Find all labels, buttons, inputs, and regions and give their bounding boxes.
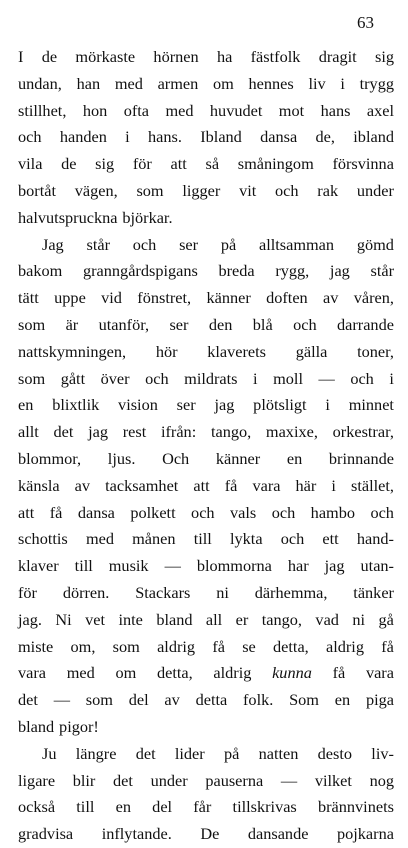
word: utan- bbox=[360, 556, 394, 576]
word: Ibland bbox=[200, 127, 242, 147]
text-line bbox=[18, 446, 394, 473]
text-line bbox=[18, 473, 394, 500]
word: undan, bbox=[18, 73, 62, 93]
word: och bbox=[280, 529, 305, 549]
word: Stackars bbox=[135, 582, 191, 602]
text-line bbox=[18, 419, 394, 446]
word: gömd bbox=[356, 234, 394, 254]
word: hör bbox=[155, 341, 178, 361]
word: vara bbox=[18, 663, 47, 683]
word: ni bbox=[352, 609, 366, 629]
word: alltsamman bbox=[259, 234, 335, 254]
word: vid bbox=[101, 288, 122, 308]
word: halvutspruckna bbox=[18, 207, 118, 227]
word: se bbox=[242, 636, 256, 656]
word: tillskrivas bbox=[232, 797, 297, 817]
word: — bbox=[53, 690, 70, 710]
word: en bbox=[286, 448, 303, 468]
text-line bbox=[18, 71, 394, 98]
word: de bbox=[41, 47, 58, 66]
text-line bbox=[18, 741, 394, 768]
word: Och bbox=[162, 448, 190, 468]
text-line bbox=[18, 392, 394, 419]
text-line bbox=[18, 178, 394, 205]
word: våren, bbox=[353, 288, 394, 308]
word: hörnen bbox=[153, 47, 199, 66]
word: en bbox=[334, 690, 351, 710]
word: av bbox=[74, 475, 91, 495]
word: om, bbox=[70, 636, 96, 656]
word: miste bbox=[18, 636, 54, 656]
word: över bbox=[100, 368, 130, 388]
word: vägen, bbox=[74, 180, 118, 200]
word: vit bbox=[239, 180, 257, 200]
word: också bbox=[18, 797, 56, 817]
word: björkar. bbox=[122, 207, 173, 227]
word: ser bbox=[179, 234, 199, 254]
word: trygg bbox=[359, 73, 394, 93]
word: det bbox=[53, 422, 74, 442]
word: inte bbox=[118, 609, 143, 629]
word: folk. bbox=[243, 690, 274, 710]
word: och bbox=[132, 234, 157, 254]
word: detta, bbox=[156, 663, 193, 683]
word: få bbox=[212, 636, 225, 656]
word: en bbox=[115, 797, 131, 817]
word: för bbox=[132, 154, 152, 174]
body-text bbox=[18, 44, 394, 848]
word: brinnande bbox=[328, 448, 394, 468]
word: ser bbox=[176, 395, 196, 415]
word: huvudet bbox=[209, 100, 263, 120]
word: hennes bbox=[248, 73, 294, 93]
word: nog bbox=[369, 770, 394, 790]
word: doften bbox=[266, 288, 308, 308]
text-line bbox=[18, 258, 394, 285]
word: hambo bbox=[310, 502, 355, 522]
word: bland bbox=[18, 716, 55, 736]
word: på bbox=[220, 234, 237, 254]
word: här bbox=[295, 475, 317, 495]
word: han bbox=[76, 73, 101, 93]
word: klaver bbox=[18, 556, 59, 576]
word: blir bbox=[72, 770, 96, 790]
word: de bbox=[61, 154, 77, 174]
word: hand- bbox=[356, 529, 394, 549]
word: försvinna bbox=[332, 154, 394, 174]
word: — bbox=[318, 368, 335, 388]
word: om bbox=[212, 73, 234, 93]
word: blommorna bbox=[196, 556, 272, 576]
word: småningom bbox=[237, 154, 314, 174]
word: Ni bbox=[55, 609, 72, 629]
text-line bbox=[18, 98, 394, 125]
word: jag. bbox=[18, 609, 42, 629]
word: och bbox=[275, 180, 299, 200]
word: dörren. bbox=[62, 582, 110, 602]
word: att bbox=[170, 154, 187, 174]
word: brännvinets bbox=[317, 797, 394, 817]
word: fönstret, bbox=[137, 288, 192, 308]
word: minnet bbox=[348, 395, 394, 415]
word: jag bbox=[324, 556, 345, 576]
word: i bbox=[253, 368, 258, 388]
text-line bbox=[18, 794, 394, 821]
word: om bbox=[115, 663, 137, 683]
word: känsla bbox=[18, 475, 60, 495]
word: känner bbox=[215, 448, 261, 468]
word: aldrig bbox=[326, 636, 364, 656]
word: dansande bbox=[247, 824, 309, 844]
text-line bbox=[18, 44, 394, 71]
word: är bbox=[65, 314, 79, 334]
word: därhemma, bbox=[254, 582, 328, 602]
word: schottis bbox=[18, 529, 68, 549]
word: som bbox=[85, 690, 113, 710]
word: i bbox=[125, 127, 130, 147]
text-line bbox=[18, 768, 394, 795]
text-line bbox=[18, 714, 394, 741]
word: De bbox=[200, 824, 220, 844]
text-line bbox=[18, 821, 394, 848]
word: orkestrar, bbox=[332, 422, 394, 442]
text-line bbox=[18, 232, 394, 259]
word: hans bbox=[320, 100, 351, 120]
word: rygg, bbox=[275, 261, 310, 281]
word: och bbox=[18, 127, 42, 147]
word: och bbox=[145, 368, 169, 388]
word: med bbox=[165, 100, 194, 120]
word: inflytande. bbox=[101, 824, 172, 844]
word: jag bbox=[88, 422, 109, 442]
word: detta, bbox=[273, 636, 309, 656]
word: breda bbox=[218, 261, 255, 281]
word: all bbox=[205, 609, 223, 629]
word: hon bbox=[82, 100, 108, 120]
word: tänker bbox=[353, 582, 394, 602]
word: dragit bbox=[318, 47, 357, 66]
word: allt bbox=[18, 422, 39, 442]
word: att bbox=[193, 475, 210, 495]
word: ser bbox=[169, 314, 189, 334]
word: med bbox=[114, 73, 143, 93]
word: musik bbox=[108, 556, 149, 576]
text-line bbox=[18, 634, 394, 661]
word: stället, bbox=[350, 475, 394, 495]
word: granngårdspigans bbox=[82, 261, 198, 281]
word: ofta bbox=[123, 100, 149, 120]
word: jag bbox=[214, 395, 235, 415]
word: att bbox=[18, 502, 35, 522]
word: ha bbox=[216, 47, 233, 66]
word: vara bbox=[252, 475, 281, 495]
word: kunna bbox=[272, 663, 312, 683]
word: och bbox=[370, 502, 394, 522]
word: i bbox=[389, 368, 394, 388]
word: av bbox=[164, 690, 180, 710]
word: dansa bbox=[77, 502, 115, 522]
word: sig bbox=[374, 47, 394, 66]
word: handen bbox=[59, 127, 107, 147]
word: tango, bbox=[210, 422, 252, 442]
word: och bbox=[293, 314, 317, 334]
word: darrande bbox=[337, 314, 394, 334]
word: vara bbox=[365, 663, 394, 683]
word: ljus. bbox=[107, 448, 136, 468]
page-number: 63 bbox=[357, 13, 374, 32]
word: er bbox=[235, 609, 249, 629]
word: blommor, bbox=[18, 448, 82, 468]
word: och bbox=[191, 502, 215, 522]
word: få bbox=[49, 502, 63, 522]
word: toner, bbox=[357, 341, 394, 361]
text-line bbox=[18, 285, 394, 312]
text-line bbox=[18, 660, 394, 687]
word: gradvisa bbox=[18, 824, 74, 844]
word: ifrån: bbox=[160, 422, 197, 442]
word: plötsligt bbox=[253, 395, 307, 415]
word: axel bbox=[366, 100, 394, 120]
word: och bbox=[350, 368, 374, 388]
word: stillhet, bbox=[18, 100, 67, 120]
word: står bbox=[370, 261, 394, 281]
word: nattskymningen, bbox=[18, 341, 127, 361]
text-line bbox=[18, 366, 394, 393]
word: få bbox=[224, 475, 238, 495]
word: som bbox=[18, 314, 46, 334]
word: och bbox=[271, 502, 296, 522]
word: blixtlik bbox=[52, 395, 100, 415]
word: desto bbox=[317, 743, 353, 763]
word: i bbox=[331, 475, 336, 495]
word: piga bbox=[365, 690, 394, 710]
word: — bbox=[164, 556, 181, 576]
word: Ju bbox=[42, 743, 57, 763]
word: få bbox=[381, 636, 394, 656]
word: får bbox=[193, 797, 212, 817]
text-line bbox=[18, 312, 394, 339]
word: del bbox=[152, 797, 173, 817]
word: sig bbox=[95, 154, 115, 174]
word: det bbox=[135, 743, 156, 763]
word: vad bbox=[315, 609, 339, 629]
word: pojkarna bbox=[336, 824, 394, 844]
word: natten bbox=[258, 743, 299, 763]
word: ni bbox=[216, 582, 229, 602]
text-line bbox=[18, 151, 394, 178]
word: vet bbox=[85, 609, 106, 629]
word: gå bbox=[378, 609, 394, 629]
word: maxixe, bbox=[265, 422, 318, 442]
word: fästfolk bbox=[250, 47, 301, 66]
word: ligger bbox=[182, 180, 221, 200]
word: blå bbox=[252, 314, 273, 334]
word: det bbox=[18, 690, 38, 710]
text-line bbox=[18, 526, 394, 553]
word: vilket bbox=[314, 770, 352, 790]
word: bakom bbox=[18, 261, 63, 281]
word: ibland bbox=[353, 127, 394, 147]
word: få bbox=[332, 663, 346, 683]
word: gått bbox=[60, 368, 86, 388]
word: under bbox=[150, 770, 188, 790]
word: tätt bbox=[18, 288, 39, 308]
word: rak bbox=[317, 180, 339, 200]
text-line bbox=[18, 580, 394, 607]
text-line bbox=[18, 205, 394, 232]
word: känner bbox=[206, 288, 251, 308]
word: mot bbox=[278, 100, 305, 120]
word: detta bbox=[195, 690, 228, 710]
word: uppe bbox=[54, 288, 86, 308]
word: pauserna bbox=[205, 770, 264, 790]
word: ligare bbox=[18, 770, 56, 790]
word: tango, bbox=[261, 609, 302, 629]
word: — bbox=[280, 770, 298, 790]
word: klaverets bbox=[207, 341, 267, 361]
word: jag bbox=[329, 261, 350, 281]
word: ett bbox=[322, 529, 339, 549]
text-line bbox=[18, 124, 394, 151]
word: bland bbox=[156, 609, 193, 629]
word: gälla bbox=[295, 341, 328, 361]
word: vals bbox=[230, 502, 257, 522]
word: under bbox=[356, 180, 394, 200]
text-line bbox=[18, 339, 394, 366]
word: till bbox=[193, 529, 212, 549]
word: på bbox=[223, 743, 240, 763]
word: med bbox=[66, 663, 95, 683]
word: av bbox=[323, 288, 339, 308]
word: lykta bbox=[230, 529, 263, 549]
word: pigor! bbox=[59, 716, 99, 736]
word: en bbox=[18, 395, 34, 415]
word: mildrats bbox=[184, 368, 238, 388]
word: liv- bbox=[371, 743, 394, 763]
word: moll bbox=[273, 368, 303, 388]
word: aldrig bbox=[157, 636, 196, 656]
word: del bbox=[128, 690, 149, 710]
word: den bbox=[208, 314, 233, 334]
word: mörkaste bbox=[75, 47, 136, 66]
word: Som bbox=[289, 690, 319, 710]
word: till bbox=[76, 797, 95, 817]
word: armen bbox=[157, 73, 199, 93]
word: aldrig bbox=[213, 663, 252, 683]
word: månen bbox=[132, 529, 176, 549]
word: polkett bbox=[130, 502, 176, 522]
word: bortåt bbox=[18, 180, 56, 200]
word: Jag bbox=[42, 234, 64, 254]
word: har bbox=[287, 556, 309, 576]
word: till bbox=[74, 556, 93, 576]
word: vision bbox=[118, 395, 158, 415]
text-line bbox=[18, 687, 394, 714]
word: står bbox=[86, 234, 110, 254]
word: för bbox=[18, 582, 37, 602]
word: rest bbox=[122, 422, 147, 442]
word: det bbox=[113, 770, 133, 790]
word: som bbox=[136, 180, 164, 200]
text-line bbox=[18, 607, 394, 634]
word: så bbox=[205, 154, 220, 174]
text-line bbox=[18, 500, 394, 527]
word: tacksamhet bbox=[105, 475, 179, 495]
word: i bbox=[325, 395, 330, 415]
word: vila bbox=[18, 154, 43, 174]
word: I bbox=[18, 47, 24, 66]
word: lider bbox=[174, 743, 205, 763]
word: liv bbox=[308, 73, 326, 93]
text-line bbox=[18, 553, 394, 580]
word: med bbox=[85, 529, 114, 549]
word: dansa bbox=[260, 127, 298, 147]
word: som bbox=[112, 636, 140, 656]
word: de, bbox=[315, 127, 335, 147]
word: i bbox=[340, 73, 345, 93]
word: längre bbox=[75, 743, 117, 763]
word: utanför, bbox=[98, 314, 150, 334]
word: hans. bbox=[148, 127, 182, 147]
word: som bbox=[18, 368, 46, 388]
